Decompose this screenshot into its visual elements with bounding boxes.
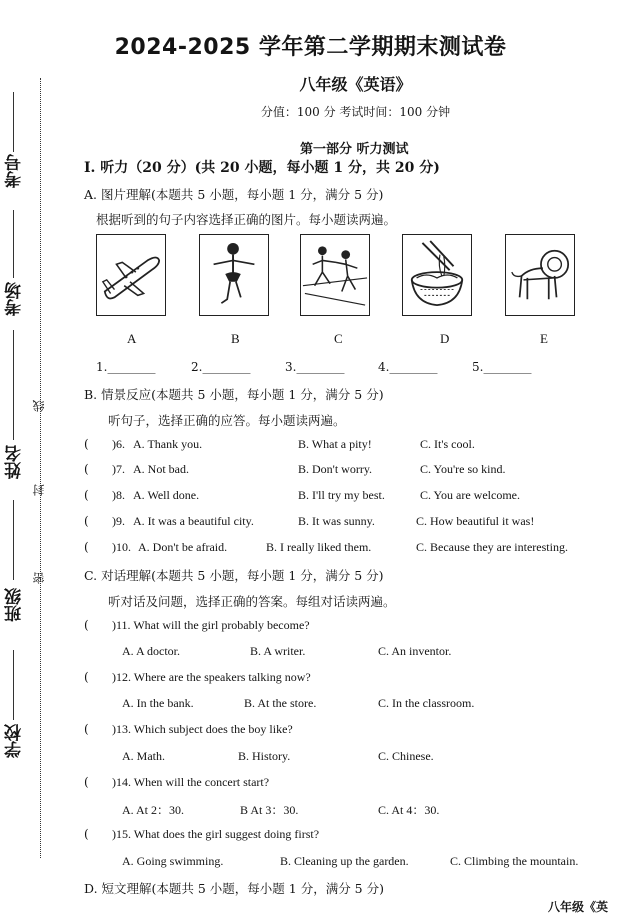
picture-e bbox=[505, 234, 575, 316]
option-c: C. It's cool. bbox=[420, 437, 475, 451]
seal-mi: 密 bbox=[32, 572, 46, 584]
question-text: )11. What will the girl probably become? bbox=[112, 618, 310, 632]
question-number: )8. bbox=[112, 488, 125, 502]
option-c: C. An inventor. bbox=[378, 644, 452, 658]
option-c: C. At 4：30. bbox=[378, 803, 440, 817]
answer-paren[interactable]: ( bbox=[84, 540, 89, 554]
xuexiao-line bbox=[13, 650, 14, 720]
question-text: )15. What does the girl suggest doing first? bbox=[112, 827, 320, 841]
option-b: B. Cleaning up the garden. bbox=[280, 854, 409, 868]
picture-letter-b: B bbox=[231, 331, 240, 346]
option-c: C. You are welcome. bbox=[420, 488, 520, 502]
noodle-bowl-icon bbox=[403, 235, 471, 315]
question-text: )13. Which subject does the boy like? bbox=[112, 722, 293, 736]
option-a: A. Well done. bbox=[133, 488, 200, 502]
option-a: A. A doctor. bbox=[122, 644, 181, 658]
answer-blank-2[interactable]: 2.________ bbox=[191, 360, 251, 374]
answer-paren[interactable]: ( bbox=[84, 618, 89, 632]
answer-paren[interactable]: ( bbox=[84, 775, 89, 789]
lion-icon bbox=[506, 235, 574, 315]
option-b: B. History. bbox=[238, 749, 291, 763]
picture-c bbox=[300, 234, 370, 316]
answer-blank-4[interactable]: 4.________ bbox=[378, 360, 438, 374]
score-time-info: 分值：100 分 考试时间：100 分钟 bbox=[260, 105, 451, 119]
part-one-title: 第一部分 听力测试 bbox=[300, 142, 409, 157]
kaochang-label: 考场 bbox=[5, 282, 25, 316]
option-c: C. In the classroom. bbox=[378, 696, 475, 710]
picture-letter-a: A bbox=[127, 331, 137, 346]
answer-paren[interactable]: ( bbox=[84, 514, 89, 528]
answer-blank-5[interactable]: 5.________ bbox=[472, 360, 532, 374]
picture-a bbox=[96, 234, 166, 316]
answer-paren[interactable]: ( bbox=[84, 488, 89, 502]
kaohao-label: 考号 bbox=[5, 154, 25, 188]
option-b: B At 3：30. bbox=[240, 803, 299, 817]
xingming-label: 姓名 bbox=[5, 445, 25, 479]
question-text: )12. Where are the speakers talking now? bbox=[112, 670, 311, 684]
listening-section-title: Ⅰ. 听力（20 分）(共 20 小题，每小题 1 分，共 20 分) bbox=[84, 160, 440, 176]
answer-paren[interactable]: ( bbox=[84, 462, 89, 476]
seal-feng: 封 bbox=[32, 484, 46, 496]
section-a-instruction: 根据听到的句子内容选择正确的图片。每小题读两遍。 bbox=[96, 212, 397, 227]
option-b: B. I really liked them. bbox=[266, 540, 372, 554]
option-c: C. Because they are interesting. bbox=[416, 540, 568, 554]
banji-label: 班级 bbox=[5, 588, 25, 622]
option-b: B. What a pity! bbox=[298, 437, 372, 451]
picture-letter-d: D bbox=[440, 331, 450, 346]
option-a: A. Math. bbox=[122, 749, 165, 763]
skater-girl-icon bbox=[200, 235, 268, 315]
option-a: A. It was a beautiful city. bbox=[133, 514, 254, 528]
picture-letter-c: C bbox=[334, 331, 343, 346]
binding-dotted-line bbox=[40, 78, 41, 858]
option-a: A. Not bad. bbox=[133, 462, 189, 476]
answer-paren[interactable]: ( bbox=[84, 437, 89, 451]
kids-skating-icon bbox=[301, 235, 369, 315]
xuexiao-label: 学校 bbox=[5, 724, 25, 758]
seal-xian: 线 bbox=[32, 400, 46, 412]
option-b: B. It was sunny. bbox=[298, 514, 375, 528]
picture-letter-e: E bbox=[540, 331, 548, 346]
picture-d bbox=[402, 234, 472, 316]
kaochang-line bbox=[13, 210, 14, 278]
option-b: B. I'll try my best. bbox=[298, 488, 385, 502]
question-number: )6. bbox=[112, 437, 125, 451]
page-title: 2024-2025 学年第二学期期末测试卷 bbox=[114, 35, 507, 60]
option-b: B. At the store. bbox=[244, 696, 317, 710]
option-b: B. A writer. bbox=[250, 644, 306, 658]
option-b: B. Don't worry. bbox=[298, 462, 373, 476]
section-b-instruction: 听句子，选择正确的应答。每小题读两遍。 bbox=[108, 413, 346, 428]
option-a: A. Don't be afraid. bbox=[138, 540, 228, 554]
answer-blank-1[interactable]: 1.________ bbox=[96, 360, 156, 374]
section-d-title: D. 短文理解(本题共 5 小题，每小题 1 分，满分 5 分) bbox=[84, 881, 384, 896]
option-c: C. You're so kind. bbox=[420, 462, 506, 476]
question-text: )14. When will the concert start? bbox=[112, 775, 270, 789]
answer-paren[interactable]: ( bbox=[84, 827, 89, 841]
option-c: C. Chinese. bbox=[378, 749, 434, 763]
section-c-instruction: 听对话及问题，选择正确的答案。每组对话读两遍。 bbox=[108, 594, 396, 609]
question-number: )10. bbox=[112, 540, 131, 554]
answer-blank-3[interactable]: 3.________ bbox=[285, 360, 345, 374]
answer-paren[interactable]: ( bbox=[84, 722, 89, 736]
option-a: A. At 2：30. bbox=[122, 803, 185, 817]
airplane-icon bbox=[97, 235, 165, 315]
option-a: A. Going swimming. bbox=[122, 854, 224, 868]
option-a: A. In the bank. bbox=[122, 696, 194, 710]
option-a: A. Thank you. bbox=[133, 437, 203, 451]
kaohao-line bbox=[13, 92, 14, 152]
answer-paren[interactable]: ( bbox=[84, 670, 89, 684]
banji-line bbox=[13, 500, 14, 580]
picture-b bbox=[199, 234, 269, 316]
question-number: )7. bbox=[112, 462, 125, 476]
section-a-title: A. 图片理解(本题共 5 小题，每小题 1 分，满分 5 分) bbox=[84, 187, 384, 202]
section-b-title: B. 情景反应(本题共 5 小题，每小题 1 分，满分 5 分) bbox=[84, 387, 384, 402]
option-c: C. How beautiful it was! bbox=[416, 514, 535, 528]
option-c: C. Climbing the mountain. bbox=[450, 854, 579, 868]
page-footer: 八年级《英 bbox=[548, 900, 609, 914]
grade-subject: 八年级《英语》 bbox=[299, 75, 412, 94]
question-number: )9. bbox=[112, 514, 125, 528]
xingming-line bbox=[13, 330, 14, 440]
section-c-title: C. 对话理解(本题共 5 小题，每小题 1 分，满分 5 分) bbox=[84, 568, 384, 583]
